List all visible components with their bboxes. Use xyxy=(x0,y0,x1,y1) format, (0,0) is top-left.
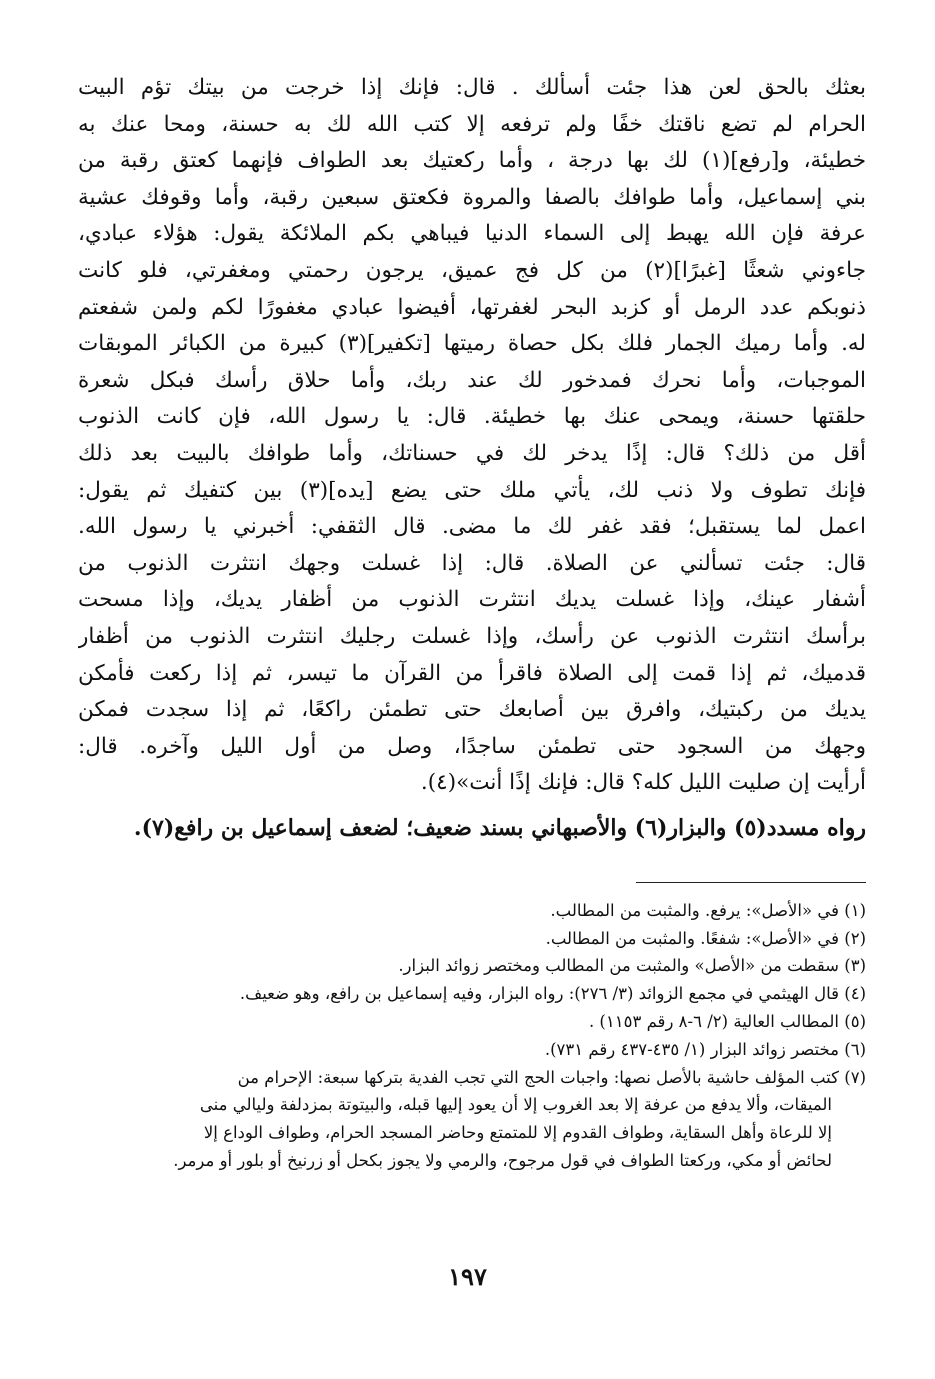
main-text-line: قدميك، ثم إذا قمت إلى الصلاة فاقرأ من القرآن ما تيسر، ثم إذا ركعت فأمكن xyxy=(78,660,866,686)
hadith-source-line: رواه مسدد(٥) والبزار(٦) والأصبهاني بسند ضعيف؛ لضعف إسماعيل بن رافع(٧). xyxy=(133,814,866,841)
footnote: (٥) المطالب العالية (٢/ ٦-٨ رقم ١١٥٣) . xyxy=(588,1012,866,1032)
main-text-line: حلقتها حسنة، ويمحى عنك بها خطيئة. قال: يا رسول الله، فإن كانت الذنوب xyxy=(78,404,866,430)
main-text-line: أقل من ذلك؟ قال: إذًا يدخر لك في حسناتك، وأما طوافك بالبيت بعد ذلك xyxy=(78,440,866,466)
page-number: ١٩٧ xyxy=(448,1262,487,1291)
footnote-continuation xyxy=(78,1091,866,1174)
main-text-line: بعثك بالحق لعن هذا جئت أسألك . قال: فإنك إذا خرجت من بيتك تؤم البيت xyxy=(78,75,866,100)
footnotes-list xyxy=(78,897,866,1175)
main-text-line: أشفار عينك، وإذا غسلت يديك انتثرت الذنوب من أظفار يديك، وإذا مسحت xyxy=(78,587,866,613)
footnote: (٧) كتب المؤلف حاشية بالأصل نصها: واجبات الحج التي تجب الفدية بتركها سبعة: الإحرام من xyxy=(237,1067,866,1087)
main-text-line: بني إسماعيل، وأما طوافك بالصفا والمروة فكعتق سبعين رقبة، وأما وقوفك عشية xyxy=(78,184,866,210)
main-text-block xyxy=(78,70,866,802)
main-text-line: له. وأما رميك الجمار فلك بكل حصاة رميتها [تكفير](٣) كبيرة من الكبائر الموبقات xyxy=(78,331,866,357)
footnote: (٦) مختصر زوائد البزار (١/ ٤٣٥-٤٣٧ رقم ٧٣١). xyxy=(544,1039,866,1059)
main-text-line: فإنك تطوف ولا ذنب لك، يأتي ملك حتى يضع [يده](٣) بين كتفيك ثم يقول: xyxy=(78,477,866,503)
book-page xyxy=(78,70,866,1175)
main-text-line: قال: جئت تسألني عن الصلاة. قال: إذا غسلت وجهك انتثرت الذنوب من xyxy=(78,550,866,576)
main-text-line: الحرام لم تضع ناقتك خفًا ولم ترفعه إلا كتب الله لك به حسنة، ومحا عنك به xyxy=(78,111,866,137)
footnote: (٢) في «الأصل»: شفعًا. والمثبت من المطالب. xyxy=(545,928,866,948)
footnote: (١) في «الأصل»: يرفع. والمثبت من المطالب. xyxy=(550,900,866,920)
main-text-line: اعمل لما يستقبل؛ فقد غفر لك ما مضى. قال الثقفي: أخبرني يا رسول الله. xyxy=(78,514,866,540)
main-text-line: برأسك انتثرت الذنوب عن رأسك، وإذا غسلت رجليك انتثرت الذنوب من أظفار xyxy=(78,623,866,649)
footnote-continuation-line: إلا للرعاة وأهل السقاية، وطواف القدوم إلا للمتمتع وحاضر المسجد الحرام، وطواف الوداع إلا xyxy=(203,1123,832,1143)
main-text-line: الموجبات، وأما نحرك فمدخور لك عند ربك، وأما حلاق رأسك فبكل شعرة xyxy=(78,367,866,393)
main-text-line: خطيئة، و[رفع](١) لك بها درجة ، وأما ركعتيك بعد الطواف فإنهما كعتق رقبة من xyxy=(78,148,866,174)
main-text-line: أرأيت إن صليت الليل كله؟ قال: فإنك إذًا أنت»(٤). xyxy=(420,770,866,796)
footnote: (٣) سقطت من «الأصل» والمثبت من المطالب ومختصر زوائد البزار. xyxy=(398,956,866,976)
footnote-divider xyxy=(636,882,866,883)
footnote: (٤) قال الهيثمي في مجمع الزوائد (٣/ ٢٧٦): رواه البزار، وفيه إسماعيل بن رافع، وهو ضعيف. xyxy=(239,984,866,1004)
main-text-line: ذنوبكم عدد الرمل أو كزبد البحر لغفرتها، أفيضوا عبادي مغفورًا لكم ولمن شفعتم xyxy=(78,294,866,320)
main-text-line: يديك من ركبتيك، وافرق بين أصابعك حتى تطمئن راكعًا، ثم إذا سجدت فمكن xyxy=(78,697,866,723)
main-text-line: عرفة فإن الله يهبط إلى السماء الدنيا فيباهي بكم الملائكة يقول: هؤلاء عبادي، xyxy=(78,221,866,247)
footnote-continuation-line: الميقات، وألا يدفع من عرفة إلا بعد الغروب إلا أن يعود إليها قبله، والبيتوتة بمزدلفة وليالي منى xyxy=(199,1095,832,1115)
footnote-continuation-line: لحائض أو مكي، وركعتا الطواف في قول مرجوح، والرمي ولا يجوز بكحل أو زرنيخ أو بلور أو مرمر. xyxy=(173,1151,832,1171)
main-text-line: وجهك من السجود حتى تطمئن ساجدًا، وصل من أول الليل وآخره. قال: xyxy=(78,733,866,759)
main-text-line: جاءوني شعثًا [غبرًا](٢) من كل فج عميق، يرجون رحمتي ومغفرتي، فلو كانت xyxy=(78,257,866,283)
